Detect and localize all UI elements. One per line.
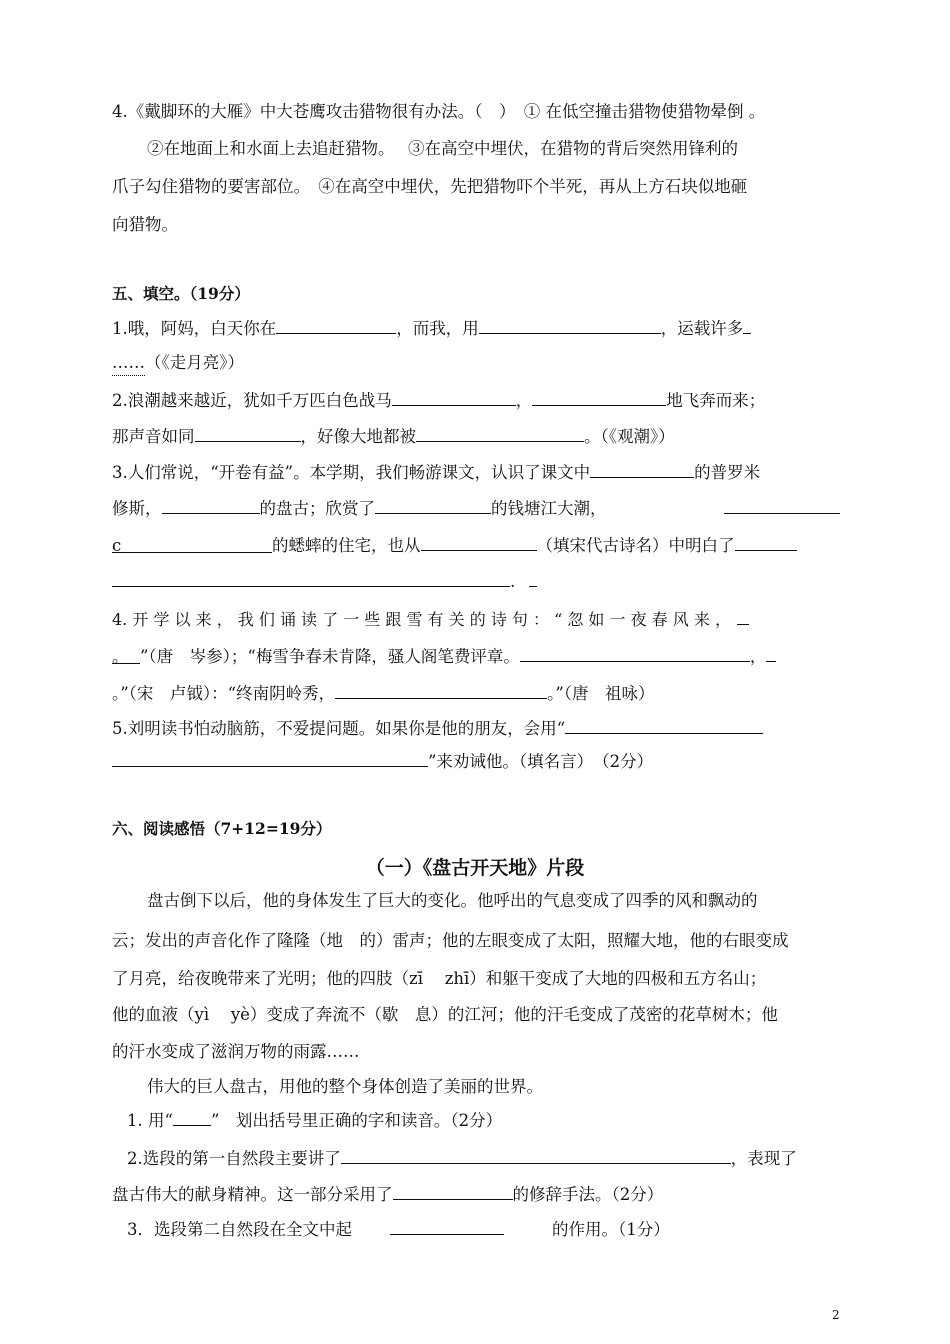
- fill-3-text-g: 的蟋蟀的住宅，也从: [272, 536, 421, 555]
- blank-4-2[interactable]: 。: [112, 645, 140, 664]
- section-6-heading: 六、阅读感悟（7+12=19分）: [112, 819, 332, 838]
- fill-1-text-c: ，运载许多: [660, 319, 744, 338]
- blank-3-5[interactable]: [112, 534, 272, 553]
- fill-3-line-1: [112, 459, 760, 485]
- blank-2-2[interactable]: [532, 387, 666, 406]
- blank-3-6[interactable]: [421, 532, 537, 551]
- fill-2-text-d: 那声音如同: [112, 427, 195, 446]
- fill-4-text-e: 。”（宋 卢钺）：“终南阴岭秀，: [112, 684, 336, 703]
- reading-blank-3-1[interactable]: [390, 1216, 504, 1235]
- blank-4-5[interactable]: [335, 680, 547, 699]
- fill-3-text-e: 的钱塘江大潮，: [491, 499, 607, 518]
- blank-1-2[interactable]: [479, 315, 661, 334]
- fill-4-line-2: [112, 643, 776, 669]
- blank-1-3[interactable]: [743, 315, 751, 334]
- blank-2-1[interactable]: [392, 387, 516, 406]
- reading-q2-line-2: [112, 1181, 663, 1207]
- fill-1-source: （《走月亮》）: [145, 353, 244, 372]
- blank-2-3[interactable]: [195, 423, 301, 442]
- fill-2-line-1: [112, 387, 765, 413]
- fill-1-text-b: ，而我，用: [396, 319, 479, 338]
- q4-line-1: 4.《戴脚环的大雁》中大苍鹰攻击猎物很有办法。（ ） ① 在低空撞击猎物使猎物晕倒 。: [112, 102, 766, 121]
- reading-q3-text-b: 的作用。（1分）: [552, 1220, 670, 1239]
- fill-2-text-b: ，: [515, 391, 533, 410]
- fill-3-line-2: [112, 495, 607, 521]
- reading-q1-underline-sample: [173, 1107, 211, 1126]
- fill-3-period: .: [510, 572, 516, 591]
- fill-1-ellipsis[interactable]: ……: [112, 351, 145, 376]
- fill-2-text-c: 地飞奔而来；: [666, 391, 766, 410]
- q4-line-3: 爪子勾住猎物的要害部位。 ④在高空中埋伏，先把猎物吓个半死，再从上方石块似地砸: [112, 177, 748, 196]
- reading-q1-text-b: ” 划出括号里正确的字和读音。（2分）: [210, 1111, 503, 1130]
- passage-title: （一）《盘古开天地》片段: [365, 857, 585, 879]
- page-number: 2: [832, 1308, 840, 1322]
- blank-3-1[interactable]: [590, 459, 694, 478]
- reading-blank-2-2[interactable]: [393, 1181, 513, 1200]
- fill-2-source: 。（《观潮》）: [584, 427, 675, 446]
- fill-4-text-c: ”（唐 岑参）；“梅雪争春未肯降，骚人阁笔费评章。: [140, 647, 520, 666]
- q4-line-4: 向猎物。: [112, 215, 178, 234]
- fill-5-text-a: 5.刘明读书怕动脑筋，不爱提问题。如果你是他的朋友，会用“: [112, 719, 566, 738]
- reading-q2-text-a: 2.选段的第一自然段主要讲了: [127, 1149, 341, 1168]
- passage-line-1: 盘古倒下以后，他的身体发生了巨大的变化。他呼出的气息变成了四季的风和飘动的: [147, 891, 758, 910]
- fill-3-text-b: 的普罗米: [694, 463, 761, 482]
- fill-2-text-e: ，好像大地都被: [300, 427, 416, 446]
- blank-1-1[interactable]: [276, 315, 396, 334]
- blank-4-4[interactable]: [766, 643, 776, 662]
- passage-line-3: 了月亮，给夜晚带来了光明；他的四肢（zī zhī）和躯干变成了大地的四极和五方名山；: [112, 969, 767, 988]
- blank-3-3[interactable]: [375, 495, 491, 514]
- blank-3-8[interactable]: [112, 568, 510, 587]
- fill-4-line-3: [112, 680, 655, 706]
- blank-4-3[interactable]: [520, 643, 750, 662]
- fill-5-text-b: ”来劝诫他。（填名言） （2分）: [428, 752, 654, 771]
- blank-4-1[interactable]: [737, 606, 749, 625]
- fill-4-text-d: ，: [749, 647, 767, 666]
- reading-q2-line-1: [127, 1145, 797, 1171]
- passage-line-2: 云；发出的声音化作了隆隆（地 的）雷声；他的左眼变成了太阳，照耀大地，他的右眼变成: [112, 931, 789, 950]
- fill-3-text-h: （填宋代古诗名）中明白了: [536, 536, 735, 555]
- fill-4-source: 。”（唐 祖咏）: [547, 684, 655, 703]
- passage-line-5: 的汗水变成了滋润万物的雨露……: [112, 1042, 360, 1061]
- reading-q2-text-b: ，表现了: [730, 1149, 797, 1168]
- blank-3-7[interactable]: [735, 532, 797, 551]
- passage-line-4: 他的血液（yì yè）变成了奔流不（歇 息）的江河；他的汗毛变成了茂密的花草树木；他: [112, 1005, 778, 1024]
- fill-2-text-a: 2.浪潮越来越近，犹如千万匹白色战马: [112, 391, 392, 410]
- reading-q3: [127, 1216, 670, 1242]
- fill-4-text-a: 4. 开 学 以 来 ， 我 们 诵 读 了 一 些 跟 雪 有 关 的 诗 句 ： “ 忽 如 一 夜 春 风 来 ，: [112, 610, 731, 629]
- q4-line-2: ②在地面上和水面上去追赶猎物。 ③在高空中埋伏，在猎物的背后突然用锋利的: [147, 139, 738, 158]
- fill-1-text-a: 1.哦，阿妈，白天你在: [112, 319, 277, 338]
- blank-3-9[interactable]: [529, 568, 537, 587]
- fill-2-line-2: [112, 423, 675, 449]
- reading-q2-text-c: 盘古伟大的献身精神。这一部分采用了: [112, 1185, 393, 1204]
- fill-4-line-1: [112, 606, 749, 632]
- fill-3-line-3: [112, 532, 797, 558]
- blank-3-2[interactable]: [162, 495, 260, 514]
- reading-q1: [127, 1107, 502, 1133]
- fill-1-line-1: [112, 315, 751, 341]
- reading-blank-2-1[interactable]: [341, 1145, 731, 1164]
- blank-2-4[interactable]: [416, 423, 584, 442]
- fill-3-c-mark: c: [112, 536, 122, 555]
- blank-5-1[interactable]: [565, 715, 763, 734]
- reading-q2-text-d: 的修辞手法。（2分）: [512, 1185, 664, 1204]
- fill-1-line-2: [112, 351, 244, 376]
- section-5-heading: 五、填空。（19分）: [112, 284, 250, 303]
- reading-q3-text-a: 3．选段第二自然段在全文中起: [127, 1220, 352, 1239]
- reading-q1-text-a: 1. 用“: [127, 1111, 173, 1130]
- fill-3-text-a: 3.人们常说，“开卷有益”。本学期，我们畅游课文，认识了课文中: [112, 463, 591, 482]
- fill-5-line-2: [112, 748, 653, 774]
- passage-paragraph-2: 伟大的巨人盘古，用他的整个身体创造了美丽的世界。: [147, 1077, 543, 1096]
- blank-5-2[interactable]: [112, 748, 428, 767]
- fill-3-text-c: 修斯，: [112, 499, 162, 518]
- blank-3-4[interactable]: [724, 495, 840, 514]
- fill-5-line-1: [112, 715, 763, 741]
- fill-3-text-d: 的盘古；欣赏了: [259, 499, 375, 518]
- fill-3-line-4: [112, 568, 537, 594]
